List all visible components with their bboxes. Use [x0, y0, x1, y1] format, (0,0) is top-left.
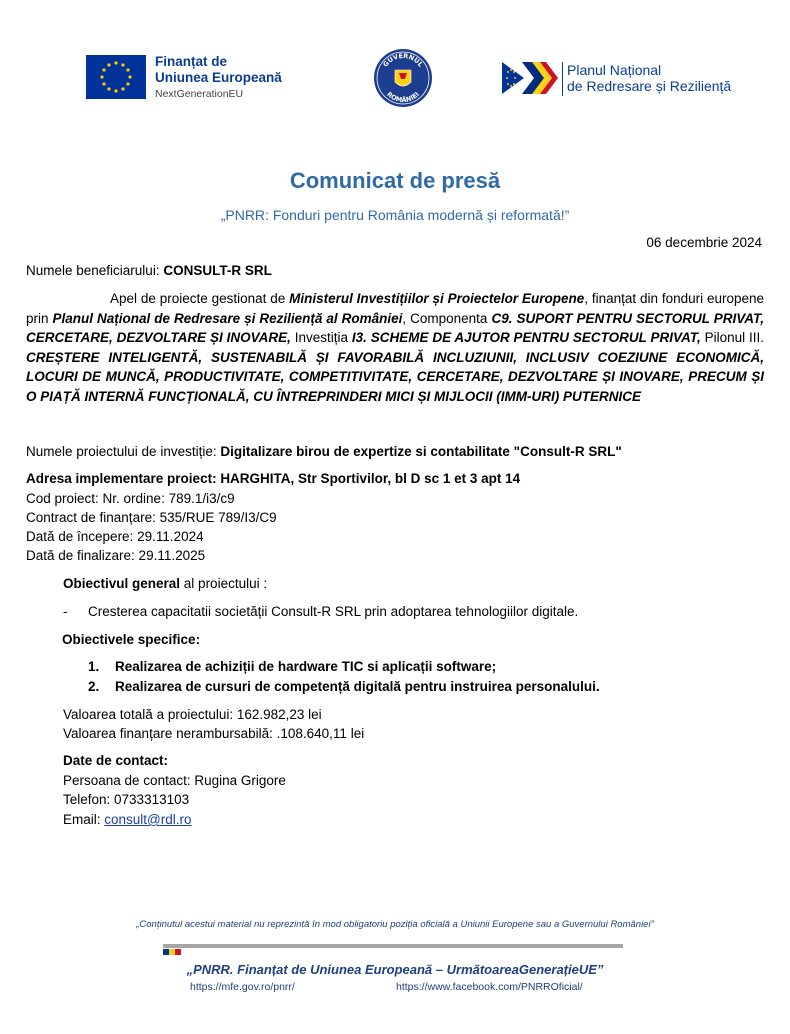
pnrr-line2: de Redresare și Reziliență [567, 78, 732, 94]
beneficiary-value: CONSULT-R SRL [163, 263, 272, 278]
pnrr-divider [562, 62, 563, 96]
intro-p1: Apel de proiecte gestionat de [110, 291, 290, 306]
nonrefundable-value: Valoarea finanțare nerambursabilă: .108.640,11 lei [63, 726, 365, 741]
footer-motto: „PNRR. Finanțat de Uniunea Europeană – UrmătoareaGenerațieUE” [186, 962, 604, 977]
contact-email-label: Email: [63, 812, 105, 827]
project-name-label: Numele proiectului de investiție: [26, 444, 221, 459]
intro-ministry: Ministerul Investițiilor și Proiectelor Europene [289, 291, 585, 306]
contact-person: Persoana de contact: Rugina Grigore [63, 773, 286, 788]
specific-objective-1: Realizarea de achiziții de hardware TIC si aplicații software; [115, 659, 497, 674]
contact-phone: Telefon: 0733313103 [63, 792, 190, 807]
project-start-date: Dată de începere: 29.11.2024 [26, 529, 204, 544]
eu-funding-text [155, 54, 282, 102]
pnrr-logo-icon [502, 60, 558, 96]
footer-link-mfe[interactable]: https://mfe.gov.ro/pnrr/ [190, 981, 295, 993]
beneficiary-line [26, 263, 272, 278]
project-contract: Contract de finanțare: 535/RUE 789/I3/C9 [26, 510, 277, 525]
intro-plan: Planul Național de Redresare și Reziliență al României [52, 310, 403, 326]
project-name-line [26, 444, 622, 459]
intro-p3: , Componenta [402, 310, 492, 326]
general-objective-heading [63, 576, 267, 591]
general-objective-bold: Obiectivul general [63, 576, 181, 591]
eu-line2: Uniunea Europeană [155, 70, 282, 85]
intro-p5: Pilonul III. [700, 330, 765, 345]
eu-flag-icon [86, 55, 146, 99]
specific-objective-2: Realizarea de cursuri de competență digitală pentru instruirea personalului. [115, 679, 600, 694]
specific-objective-num-2: 2. [88, 679, 100, 694]
intro-paragraph [26, 289, 764, 406]
project-end-date: Dată de finalizare: 29.11.2025 [26, 548, 206, 563]
pnrr-text [567, 62, 731, 94]
project-code: Cod proiect: Nr. ordine: 789.1/i3/c9 [26, 491, 235, 506]
beneficiary-label: Numele beneficiarului: [26, 263, 164, 278]
contact-email-line [63, 812, 192, 827]
total-value: Valoarea totală a proiectului: 162.982,23 lei [63, 707, 322, 722]
intro-pillar: CREȘTERE INTELIGENTĂ, SUSTENABILĂ ȘI FAVORABILĂ INCLUZIUNII, INCLUSIV COEZIUNE ECONOMICĂ, LOCURI DE MUNCĂ, PRODUCTIVITATE, COMPETITIVITATE, CERCETARE, DEZVOLTARE ȘI INOVARE, PRECUM ȘI O PIAȚĂ INTERNĂ FUNCȚIONALĂ, CU ÎNTREPRINDERI MICI ȘI MIJLOCII (IMM-URI) PUTERNICE [26, 349, 764, 404]
intro-investment: I3. SCHEME DE AJUTOR PENTRU SECTORUL PRIVAT, [351, 330, 701, 345]
project-address: Adresa implementare proiect: HARGHITA, Str Sportivilor, bl D sc 1 et 3 apt 14 [26, 471, 521, 486]
general-objective-dash: - [63, 604, 68, 619]
general-objective-rest: al proiectului : [180, 576, 268, 591]
eu-line1: Finanțat de [155, 54, 228, 69]
contact-email-link[interactable]: consult@rdl.ro [104, 812, 192, 827]
romanian-government-seal-icon [373, 48, 433, 108]
contact-heading: Date de contact: [63, 753, 169, 768]
intro-p4: Investiția [290, 330, 352, 345]
pnrr-line1: Planul Național [567, 62, 662, 78]
eu-line3: NextGenerationEU [155, 88, 244, 100]
intro-component: C9. SUPORT PENTRU SECTORUL PRIVAT, CERCETARE, DEZVOLTARE ȘI INOVARE, [26, 310, 764, 345]
footer-divider [163, 944, 623, 948]
seal-text-top: GUVERNUL [381, 51, 425, 69]
specific-objective-num-1: 1. [88, 659, 100, 674]
footer-link-facebook[interactable]: https://www.facebook.com/PNRROficial/ [396, 981, 583, 993]
intro-p2: , finanțat din fonduri europene prin [26, 291, 765, 326]
page-subtitle: „PNRR: Fonduri pentru România modernă și reformată!” [220, 207, 570, 223]
press-date: 06 decembrie 2024 [646, 235, 762, 250]
page-title: Comunicat de presă [289, 168, 501, 193]
seal-text-bottom: ROMÂNIEI [385, 90, 421, 105]
footer-disclaimer: „Conținutul acestui material nu reprezintă în mod obligatoriu poziția oficială a Uniunii Europene sau a Guvernului României” [136, 919, 654, 930]
general-objective-item: Cresterea capacitatii societății Consult-R SRL prin adoptarea tehnologiilor digitale. [88, 604, 579, 619]
specific-objectives-heading: Obiectivele specifice: [62, 632, 201, 647]
footer-divider-accent [163, 943, 181, 949]
project-name-value: Digitalizare birou de expertize si contabilitate "Consult-R SRL" [220, 444, 622, 459]
